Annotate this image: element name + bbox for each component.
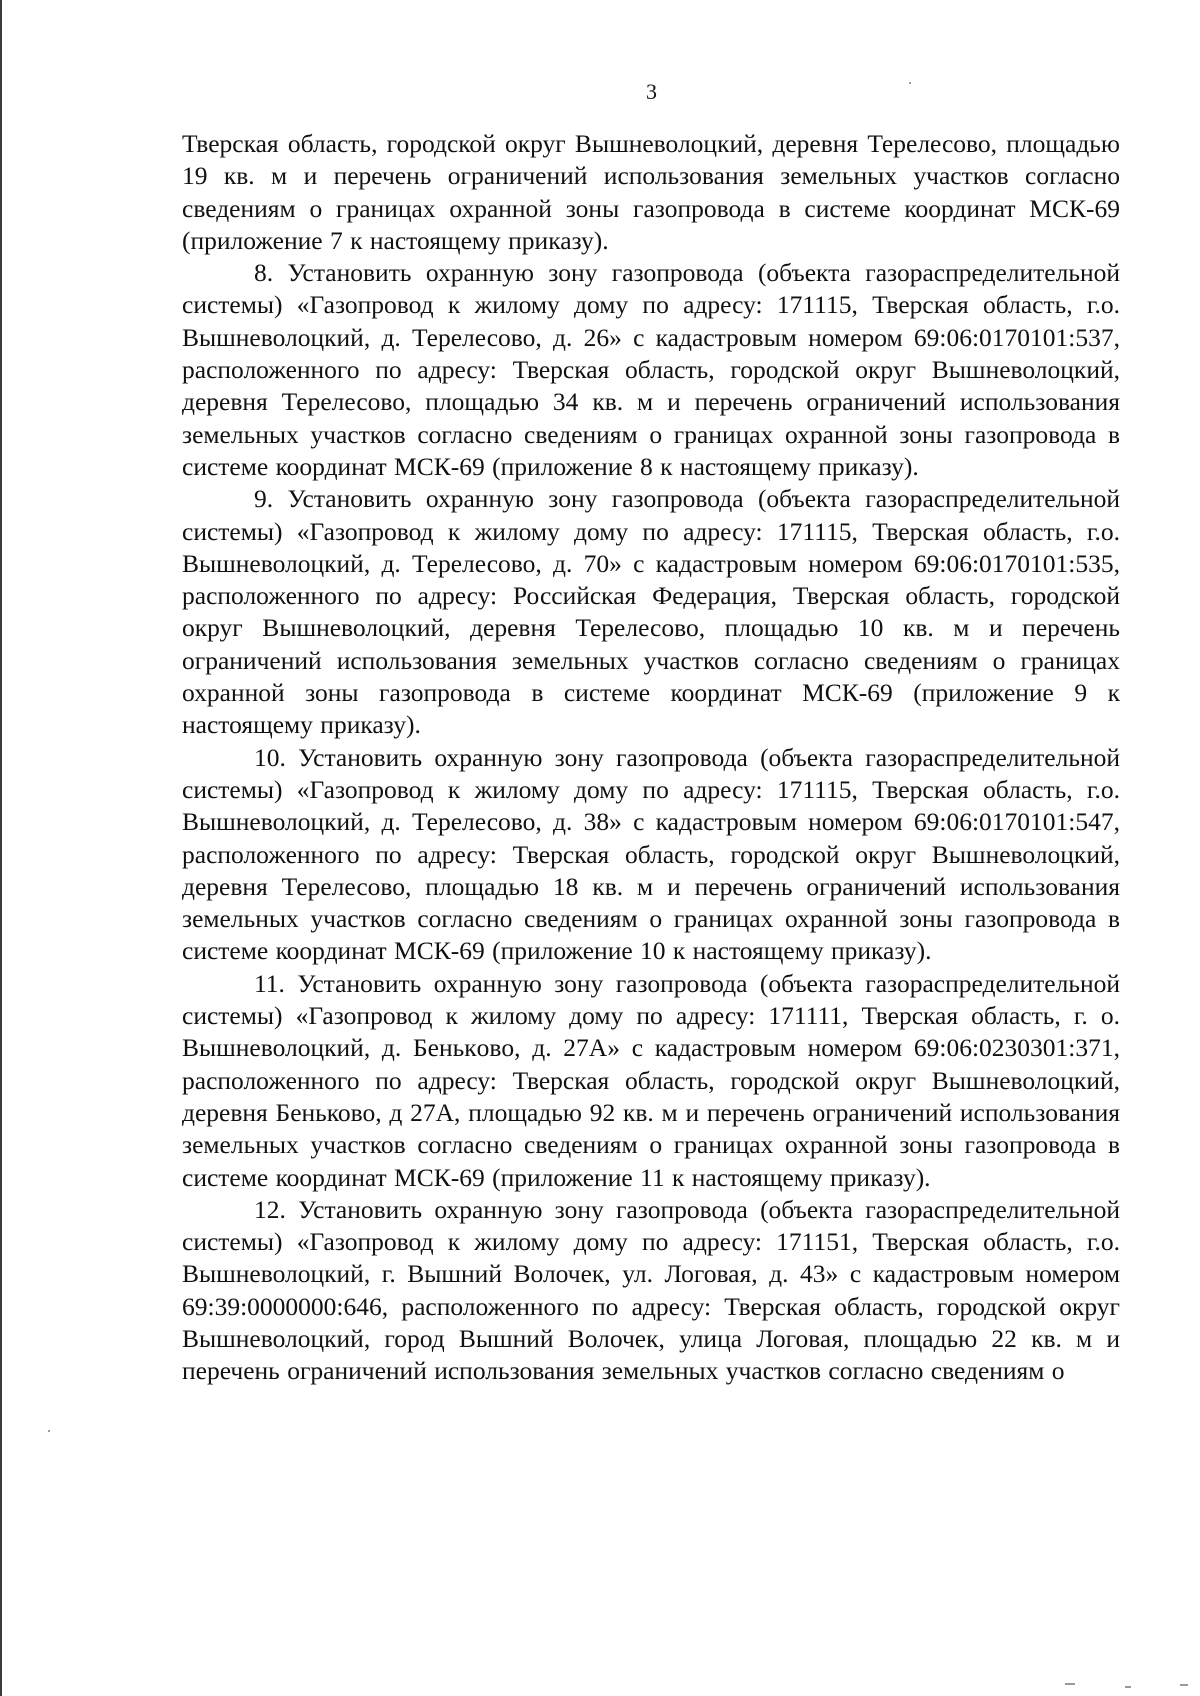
document-body — [182, 128, 1120, 1388]
item-number: 10. — [254, 742, 286, 772]
paragraph-text: Установить охранную зону газопровода (объекта газораспределительной системы) «Газопровод к жилому дому по адресу: 171151, Тверская область, г.о. Вышневолоцкий, г. Вышний Волочек, ул. Логовая, д. 43» с кадастровым номером 69:39:0000000:646, расположенного по адресу: Тверская область, городской округ Вышневолоцкий, город Вышний Волочек, улица Логовая, площадью 22 кв. м и перечень ограничений использования земельных участков согласно сведениям о — [182, 1194, 1120, 1386]
scan-speck — [909, 82, 911, 84]
scan-speck — [1180, 1684, 1188, 1686]
scan-left-edge — [0, 0, 2, 1696]
paragraph-continuation — [182, 128, 1120, 257]
page-number: 3 — [646, 79, 657, 104]
list-item-9 — [182, 483, 1120, 741]
item-number: 9. — [254, 484, 274, 514]
list-item-8 — [182, 257, 1120, 483]
paragraph-text: Установить охранную зону газопровода (объекта газораспределительной системы) «Газопровод к жилому дому по адресу: 171111, Тверская область, г. о. Вышневолоцкий, д. Бeнькoвo, д. 27А» с кадастровым номером 69:06:0230301:371, расположенного по адресу: Тверская область, городской округ Вышневолоцкий, деревня Беньково, д 27А, площадью 92 кв. м и перечень ограничений использования земельных участков согласно сведениям о границах охранной зоны газопровода в системе координат МСК-69 (приложение 11 к настоящему приказу). — [182, 968, 1120, 1192]
paragraph-text: Установить охранную зону газопровода (объекта газораспределительной системы) «Газопровод к жилому дому по адресу: 171115, Тверская область, г.о. Вышневолоцкий, д. Терелесово, д. 70» с кадастровым номером 69:06:0170101:535, расположенного по адресу: Российская Федерация, Тверская область, городской округ Вышневолоцкий, деревня Терелесово, площадью 10 кв. м и перечень ограничений использования земельных участков согласно сведениям о границах охранной зоны газопровода в системе координат МСК-69 (приложение 9 к настоящему приказу). — [182, 484, 1120, 740]
paragraph-text: Установить охранную зону газопровода (объекта газораспределительной системы) «Газопровод к жилому дому по адресу: 171115, Тверская область, г.о. Вышневолоцкий, д. Терелесово, д. 26» с кадастровым номером 69:06:0170101:537, расположенного по адресу: Тверская область, городской округ Вышневолоцкий, деревня Терелесово, площадью 34 кв. м и перечень ограничений использования земельных участков согласно сведениям о границах охранной зоны газопровода в системе координат МСК-69 (приложение 8 к настоящему приказу). — [182, 258, 1120, 481]
paragraph-text: Установить охранную зону газопровода (объекта газораспределительной системы) «Газопровод к жилому дому по адресу: 171115, Тверская область, г.о. Вышневолоцкий, д. Терелесово, д. 38» с кадастровым номером 69:06:0170101:547, расположенного по адресу: Тверская область, городской округ Вышневолоцкий, деревня Терелесово, площадью 18 кв. м и перечень ограничений использования земельных участков согласно сведениям о границах охранной зоны газопровода в системе координат МСК-69 (приложение 10 к настоящему приказу). — [182, 742, 1120, 966]
paragraph-text: Тверская область, городской округ Вышневолоцкий, деревня Терелесово, площадью 19 кв. м и перечень ограничений использования земельных участков согласно сведениям о границах охранной зоны газопровода в системе координат МСК-69 (приложение 7 к настоящему приказу). — [182, 129, 1120, 255]
list-item-10 — [182, 742, 1120, 968]
list-item-12 — [182, 1194, 1120, 1388]
scan-speck — [1065, 1683, 1075, 1685]
scan-speck — [1125, 1686, 1131, 1688]
scan-speck — [48, 1430, 50, 1432]
item-number: 8. — [254, 258, 274, 288]
item-number: 11. — [254, 968, 285, 998]
list-item-11 — [182, 968, 1120, 1194]
item-number: 12. — [254, 1194, 286, 1224]
